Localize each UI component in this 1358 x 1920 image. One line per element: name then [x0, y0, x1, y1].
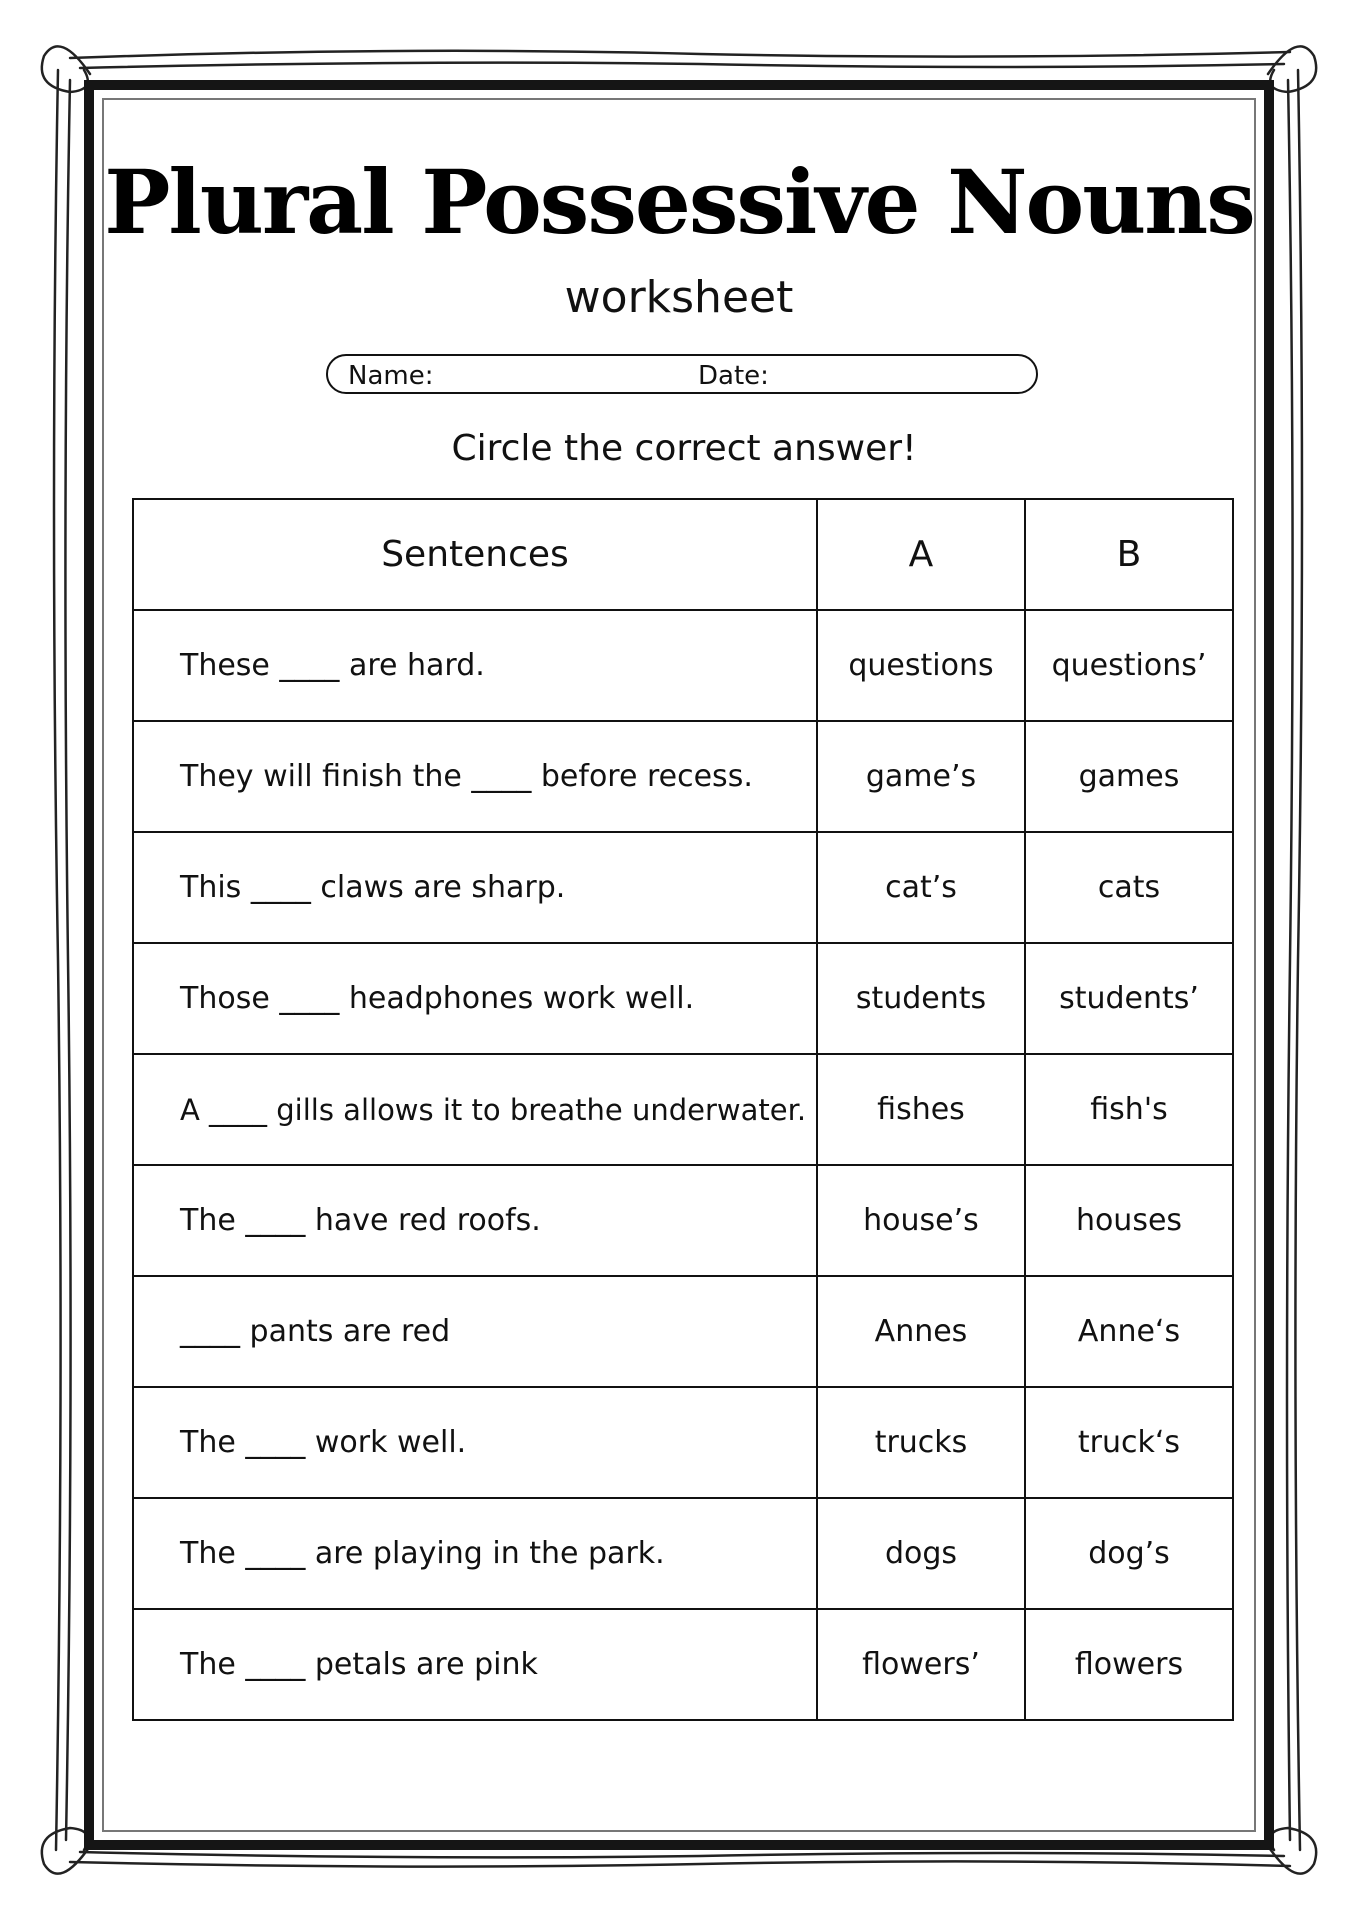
table-row	[133, 610, 1233, 721]
name-label: Name:	[348, 361, 434, 391]
option-b-cell[interactable]: fish's	[1025, 1054, 1233, 1165]
page-title: Plural Possessive Nouns	[104, 150, 1254, 254]
option-a-cell[interactable]: questions	[817, 610, 1025, 721]
option-b-cell[interactable]: flowers	[1025, 1609, 1233, 1720]
option-b-cell[interactable]: Anne‘s	[1025, 1276, 1233, 1387]
option-b-cell[interactable]: truck‘s	[1025, 1387, 1233, 1498]
page-subtitle: worksheet	[564, 272, 794, 323]
table-row	[133, 1054, 1233, 1165]
column-header-b: B	[1025, 499, 1233, 610]
table-row	[133, 1165, 1233, 1276]
sentence-cell: This ____ claws are sharp.	[133, 832, 817, 943]
option-b-cell[interactable]: dog’s	[1025, 1498, 1233, 1609]
sentence-cell: The ____ are playing in the park.	[133, 1498, 817, 1609]
worksheet-table	[132, 498, 1234, 1721]
option-a-cell[interactable]: students	[817, 943, 1025, 1054]
option-a-cell[interactable]: trucks	[817, 1387, 1025, 1498]
instruction-text: Circle the correct answer!	[451, 428, 917, 469]
name-date-field[interactable]	[326, 354, 1038, 394]
sentence-cell: A ____ gills allows it to breathe underwater.	[133, 1054, 817, 1165]
table-row	[133, 1498, 1233, 1609]
sentence-cell: Those ____ headphones work well.	[133, 943, 817, 1054]
sentence-cell: The ____ work well.	[133, 1387, 817, 1498]
table-row	[133, 832, 1233, 943]
option-b-cell[interactable]: questions’	[1025, 610, 1233, 721]
option-b-cell[interactable]: cats	[1025, 832, 1233, 943]
sentence-cell: These ____ are hard.	[133, 610, 817, 721]
table-row	[133, 721, 1233, 832]
table-row	[133, 1387, 1233, 1498]
table-row	[133, 943, 1233, 1054]
option-a-cell[interactable]: flowers’	[817, 1609, 1025, 1720]
option-b-cell[interactable]: students’	[1025, 943, 1233, 1054]
sentence-cell: They will finish the ____ before recess.	[133, 721, 817, 832]
option-a-cell[interactable]: dogs	[817, 1498, 1025, 1609]
date-label: Date:	[698, 361, 769, 391]
option-a-cell[interactable]: house’s	[817, 1165, 1025, 1276]
option-a-cell[interactable]: game’s	[817, 721, 1025, 832]
column-header-a: A	[817, 499, 1025, 610]
option-b-cell[interactable]: games	[1025, 721, 1233, 832]
sentence-cell: The ____ petals are pink	[133, 1609, 817, 1720]
table-row	[133, 1609, 1233, 1720]
column-header-sentences: Sentences	[133, 499, 817, 610]
option-a-cell[interactable]: Annes	[817, 1276, 1025, 1387]
option-a-cell[interactable]: cat’s	[817, 832, 1025, 943]
option-b-cell[interactable]: houses	[1025, 1165, 1233, 1276]
sentence-cell: ____ pants are red	[133, 1276, 817, 1387]
table-row	[133, 1276, 1233, 1387]
option-a-cell[interactable]: fishes	[817, 1054, 1025, 1165]
table-header-row	[133, 499, 1233, 610]
sentence-cell: The ____ have red roofs.	[133, 1165, 817, 1276]
